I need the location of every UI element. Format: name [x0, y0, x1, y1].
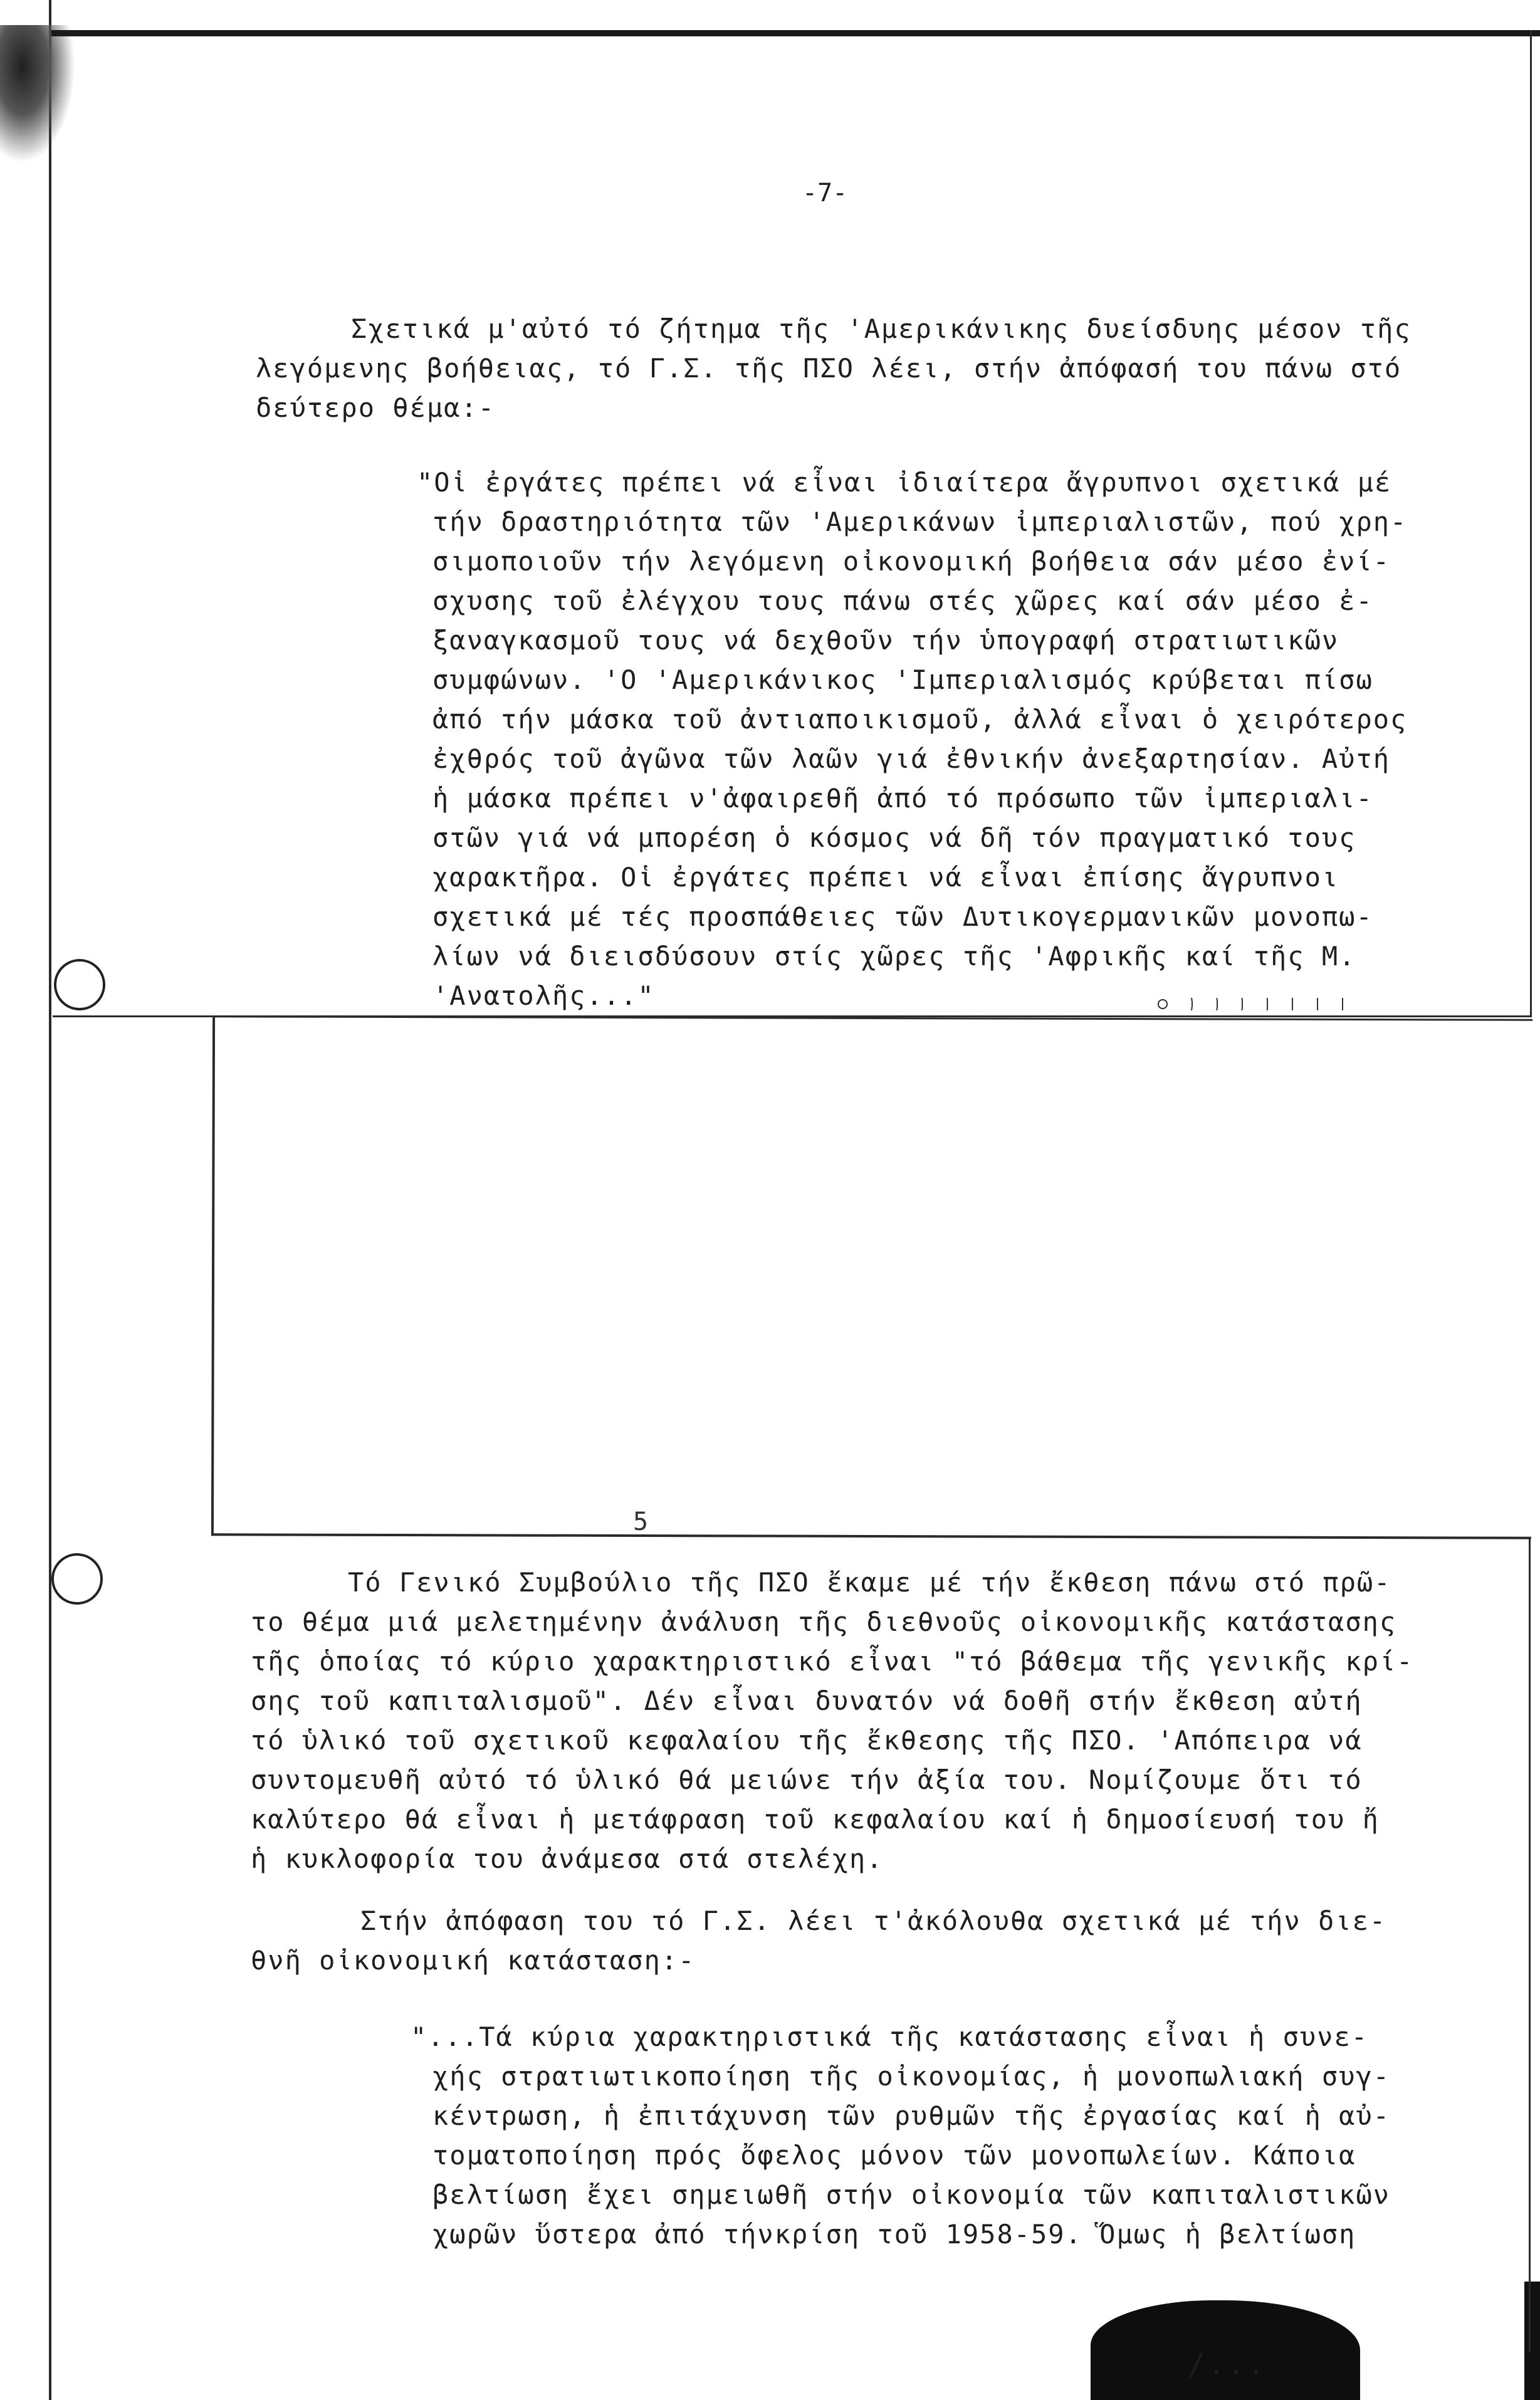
paragraph-1-line: Σχετικά μ'αὐτό τό ζήτημα τῆς 'Αμερικάνικης δυείσδυης μέσον τῆς [351, 313, 1412, 344]
paragraph-2-line: συντομευθῆ αὐτό τό ὑλικό θά μειώνε τήν ἀξία του. Νομίζουμε ὅτι τό [251, 1764, 1363, 1795]
paragraph-3-line: Στήν ἀπόφαση του τό Γ.Σ. λέει τ'ἀκόλουθα σχετικά μέ τήν διε- [360, 1905, 1387, 1936]
paragraph-2-line: καλύτερο θά εἶναι ἡ μετάφραση τοῦ κεφαλαίου καί ἡ δημοσίευσή του ἤ [251, 1804, 1380, 1835]
paragraph-2-line: Τό Γενικό Συμβούλιο τῆς ΠΣΟ ἔκαμε μέ τήν ἔκθεση πάνω στό πρῶ- [348, 1567, 1391, 1598]
quote-1-line: σιμοποιοῦν τήν λεγόμενη οἰκονομική βοήθεια σάν μέσο ἐνί- [432, 546, 1391, 577]
page-number: -7- [802, 179, 848, 207]
continuation-mark: /... [1188, 2347, 1267, 2381]
quote-2-line: βελτίωση ἔχει σημειωθῆ στήν οἰκονομία τῶν καπιταλιστικῶν [432, 2179, 1391, 2210]
paragraph-2-line: τό ὑλικό τοῦ σχετικοῦ κεφαλαίου τῆς ἔκθεσης τῆς ΠΣΟ. 'Απόπειρα νά [251, 1725, 1363, 1756]
stray-mark: 5 [633, 1507, 649, 1536]
quote-2-line: τοματοποίηση πρός ὄφελος μόνον τῶν μονοπωλείων. Κάποια [432, 2140, 1356, 2171]
paragraph-2-line: τῆς ὁποίας τό κύριο χαρακτηριστικό εἶναι "τό βάθεμα τῆς γενικῆς κρί- [251, 1646, 1414, 1677]
quote-2-line: χής στρατιωτικοποίηση τῆς οἰκονομίας, ἡ μονοπωλιακή συγ- [432, 2061, 1391, 2092]
paragraph-1-line: λεγόμενης βοήθειας, τό Γ.Σ. τῆς ΠΣΟ λέει, στήν ἀπόφασή του πάνω στό [256, 353, 1402, 384]
quote-1-line: ἐχθρός τοῦ ἀγῶνα τῶν λαῶν γιά ἐθνικήν ἀνεξαρτησίαν. Αὐτή [432, 743, 1391, 774]
quote-1-line: ξαναγκασμοῦ τους νά δεχθοῦν τήν ὑπογραφή στρατιωτικῶν [432, 625, 1339, 656]
paragraph-2-line: ἡ κυκλοφορία του ἀνάμεσα στά στελέχη. [251, 1843, 884, 1874]
blank-cut-area [211, 1015, 1532, 1539]
binder-hole-lower [51, 1553, 103, 1605]
paragraph-1-line: δεύτερο θέμα:- [256, 392, 496, 423]
paragraph-2-line: σης τοῦ καπιταλισμοῦ". Δέν εἶναι δυνατόν νά δοθῆ στήν ἔκθεση αὐτή [251, 1685, 1363, 1716]
quote-1-line: 'Ανατολῆς..." [432, 980, 655, 1011]
scissor-marks [1156, 998, 1363, 1010]
paragraph-3-line: θνῆ οἰκονομική κατάσταση:- [251, 1945, 696, 1976]
quote-1-line: σχυσης τοῦ ἐλέγχου τους πάνω στές χῶρες καί σάν μέσο ἐ- [432, 585, 1373, 616]
quote-1-line: ἡ μάσκα πρέπει ν'ἀφαιρεθῆ ἀπό τό πρόσωπο τῶν ἰμπεριαλι- [432, 783, 1373, 814]
paragraph-2-line: το θέμα μιά μελετημένην ἀνάλυση τῆς διεθνοῦς οἰκονομικῆς κατάστασης [251, 1606, 1397, 1637]
quote-2-line: "...Τά κύρια χαρακτηριστικά τῆς κατάστασης εἶναι ἡ συνε- [411, 2021, 1369, 2052]
quote-1-line: ἀπό τήν μάσκα τοῦ ἀντιαποικισμοῦ, ἀλλά εἶναι ὁ χειρότερος [432, 704, 1408, 735]
left-margin-rule [49, 0, 51, 2400]
quote-1-line: "Οἱ ἐργάτες πρέπει νά εἶναι ἰδιαίτερα ἄγρυπνοι σχετικά μέ [417, 467, 1392, 498]
quote-1-line: χαρακτῆρα. Οἱ ἐργάτες πρέπει νά εἶναι ἐπίσης ἄγρυπνοι [432, 862, 1339, 893]
quote-1-line: τήν δραστηριότητα τῶν 'Αμερικάνων ἰμπεριαλιστῶν, πού χρη- [432, 506, 1408, 537]
quote-2-line: χωρῶν ὕστερα ἀπό τήνκρίση τοῦ 1958-59. Ὅμως ἡ βελτίωση [432, 2219, 1356, 2250]
quote-1-line: λίων νά διεισδύσουν στίς χῶρες τῆς 'Αφρικῆς καί τῆς Μ. [432, 941, 1356, 972]
quote-1-line: συμφώνων. 'Ο 'Αμερικάνικος 'Ιμπεριαλισμός κρύβεται πίσω [432, 664, 1373, 695]
quote-1-line: στῶν γιά νά μπορέση ὁ κόσμος νά δῆ τόν πραγματικό τους [432, 822, 1356, 853]
quote-1-line: σχετικά μέ τές προσπάθειες τῶν Δυτικογερμανικῶν μονοπω- [432, 901, 1373, 932]
quote-2-line: κέντρωση, ἡ ἐπιτάχυνση τῶν ρυθμῶν τῆς ἐργασίας καί ἡ αὐ- [432, 2100, 1391, 2131]
